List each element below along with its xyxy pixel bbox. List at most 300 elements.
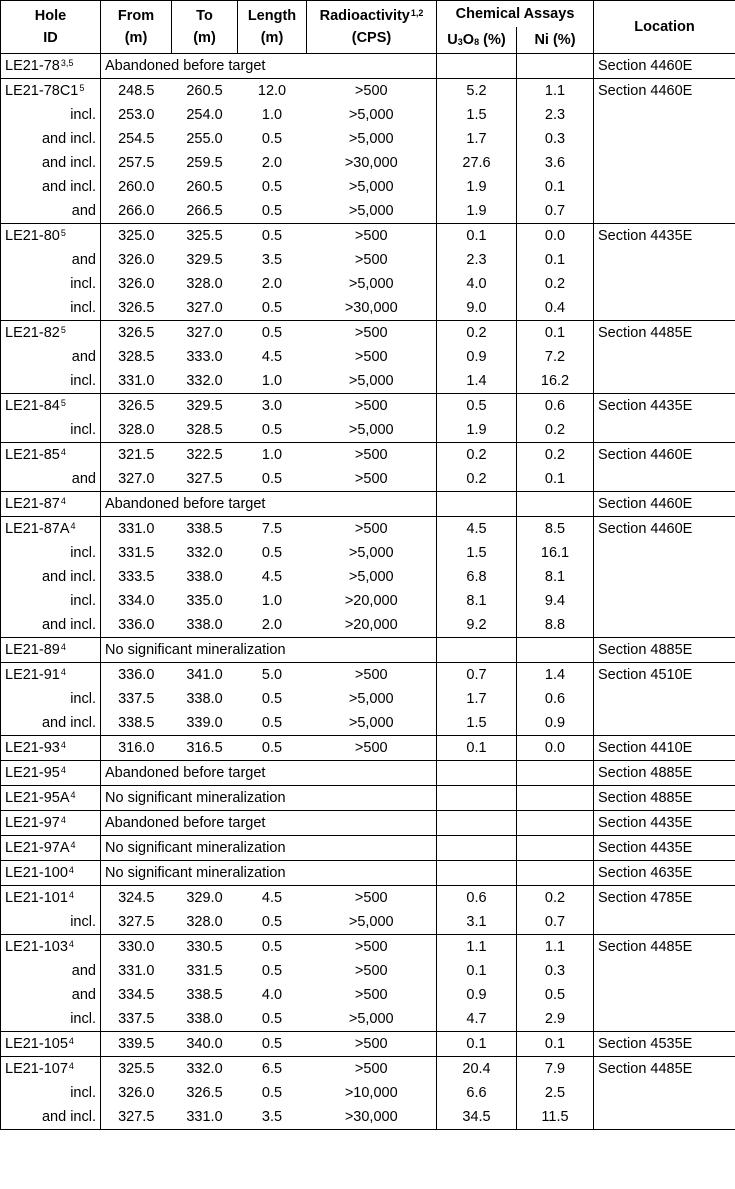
hole-id-cell [1,394,101,419]
radioactivity-cell: >30,000 [344,155,398,171]
hole-footnote: 5 [60,325,66,335]
hole-id-cell [1,811,101,836]
hole-id: LE21-103 [5,939,68,955]
radioactivity-cell: >500 [307,443,437,468]
length-cell: 0.5 [238,199,307,224]
hole-status-note: Abandoned before target [101,492,437,517]
from-cell: 326.0 [118,1085,155,1101]
to-cell: 332.0 [172,369,238,394]
radioactivity-cell: >5,000 [348,179,394,195]
ni-cell: 0.1 [517,248,594,272]
from-cell: 324.5 [101,886,172,911]
ni-cell: 0.6 [517,687,594,711]
hole-row [1,54,735,79]
from-cell: 338.5 [101,711,172,736]
from-cell: 325.5 [101,1057,172,1082]
length-cell: 0.5 [238,935,307,960]
hole-id-cell [1,638,101,663]
header-hole-id-line1: Hole [34,8,67,24]
hole-row [1,861,735,886]
from-cell: 326.5 [101,394,172,419]
hole-id-cell [1,248,101,272]
from-cell: 334.0 [118,593,155,609]
location-cell: Section 4460E [594,79,735,224]
interval-qualifier: and incl. [41,131,96,147]
hole-id-cell [1,517,101,542]
length-cell: 0.5 [238,1032,307,1057]
to-cell: 328.5 [172,418,238,443]
u3o8-cell [437,836,517,861]
to-cell: 255.0 [186,131,223,147]
hole-id-cell [1,418,101,443]
ni-cell [517,811,594,836]
ni-cell: 2.3 [517,103,594,127]
to-cell: 260.5 [172,79,238,104]
hole-footnote: 4 [60,815,66,825]
ni-cell: 0.6 [517,394,594,419]
length-cell: 3.5 [238,1105,307,1130]
hole-id-cell [1,711,101,736]
hole-id-cell [1,321,101,346]
radioactivity-cell: >5,000 [348,276,394,292]
length-cell: 0.5 [261,1085,283,1101]
from-cell: 339.5 [101,1032,172,1057]
interval-qualifier: and incl. [41,1109,96,1125]
ni-cell: 7.9 [517,1057,594,1082]
hole-id-cell [1,836,101,861]
hole-footnote: 4 [68,890,74,900]
location-cell: Section 4435E [594,811,735,836]
hole-footnote: 4 [70,840,76,850]
ni-cell [517,54,594,79]
u3o8-cell: 9.0 [437,296,517,321]
to-cell: 331.0 [172,1105,238,1130]
length-cell: 0.5 [238,418,307,443]
hole-id-cell [1,224,101,249]
ni-cell [517,638,594,663]
ni-cell: 8.5 [517,517,594,542]
length-cell: 6.5 [238,1057,307,1082]
to-cell: 327.0 [172,321,238,346]
u3o8-cell: 20.4 [437,1057,517,1082]
location-cell: Section 4785E [594,886,735,935]
hole-id: LE21-107 [5,1061,68,1077]
to-cell: 326.5 [186,1085,223,1101]
hole-row [1,394,735,419]
from-cell: 331.0 [118,963,155,979]
hole-id: LE21-78C1 [5,83,79,99]
length-cell: 4.5 [261,569,283,585]
radioactivity-cell: >500 [307,321,437,346]
hole-row [1,638,735,663]
u3o8-cell: 0.1 [437,959,517,983]
hole-row [1,492,735,517]
to-cell: 325.5 [172,224,238,249]
interval-qualifier: and incl. [41,715,96,731]
length-cell: 1.0 [261,593,283,609]
hole-id-cell [1,1007,101,1032]
from-cell: 248.5 [101,79,172,104]
to-cell: 316.5 [172,736,238,761]
hole-footnote: 5 [79,83,85,93]
ni-cell: 9.4 [517,589,594,613]
u3o8-cell: 1.5 [437,541,517,565]
ni-cell: 11.5 [517,1105,594,1130]
from-cell: 328.0 [101,418,172,443]
ni-cell: 2.9 [517,1007,594,1032]
u3o8-cell [437,786,517,811]
length-cell: 0.5 [238,224,307,249]
hole-footnote: 4 [60,642,66,652]
radioactivity-cell: >5,000 [307,418,437,443]
u3o8-cell: 1.5 [437,103,517,127]
ni-cell [517,761,594,786]
from-cell: 334.5 [118,987,155,1003]
length-cell: 3.0 [238,394,307,419]
to-cell: 322.5 [172,443,238,468]
radioactivity-cell: >5,000 [348,569,394,585]
u3o8-cell: 9.2 [437,613,517,638]
from-cell: 326.5 [101,321,172,346]
hole-id-cell [1,1081,101,1105]
ni-cell: 8.1 [517,565,594,589]
radioactivity-cell: >5,000 [307,369,437,394]
length-cell: 4.5 [238,886,307,911]
ni-cell: 0.5 [517,983,594,1007]
to-cell: 332.0 [186,545,223,561]
to-cell: 341.0 [172,663,238,688]
radioactivity-cell: >500 [307,935,437,960]
ni-cell: 2.5 [517,1081,594,1105]
length-cell: 3.5 [261,252,283,268]
length-cell: 0.5 [261,545,283,561]
ni-cell: 3.6 [517,151,594,175]
hole-id-cell [1,127,101,151]
hole-row [1,517,735,542]
to-cell: 332.0 [172,1057,238,1082]
hole-status-note: No significant mineralization [101,836,437,861]
length-cell: 0.5 [238,910,307,935]
interval-qualifier: and incl. [41,155,96,171]
to-cell: 331.5 [186,963,223,979]
location-cell: Section 4885E [594,786,735,811]
ni-cell [517,836,594,861]
header-hole-id [1,1,101,54]
radioactivity-cell: >5,000 [348,131,394,147]
length-cell: 1.0 [238,443,307,468]
u3o8-cell [437,638,517,663]
location-cell: Section 4485E [594,1057,735,1130]
u3o8-cell: 27.6 [437,151,517,175]
location-cell: Section 4460E [594,517,735,638]
radioactivity-cell: >500 [307,1032,437,1057]
hole-id-cell [1,983,101,1007]
length-cell: 4.0 [261,987,283,1003]
to-cell: 329.5 [172,394,238,419]
u3o8-cell: 0.2 [437,443,517,468]
to-cell: 333.0 [186,349,223,365]
radioactivity-cell: >500 [307,1057,437,1082]
from-cell: 266.0 [101,199,172,224]
hole-row [1,836,735,861]
ni-cell: 8.8 [517,613,594,638]
u3o8-cell: 1.4 [437,369,517,394]
from-cell: 331.0 [101,517,172,542]
from-cell: 337.5 [118,691,155,707]
u3o8-cell: 8.1 [437,589,517,613]
header-to-line2: (m) [193,30,216,46]
radioactivity-cell: >20,000 [307,613,437,638]
hole-footnote: 4 [68,939,74,949]
hole-footnote: 4 [60,496,66,506]
header-to-line1: To [196,8,213,24]
hole-id: LE21-91 [5,667,60,683]
interval-qualifier: and [71,471,96,487]
u3o8-cell: 1.1 [437,935,517,960]
u3o8-u: U [447,32,458,48]
hole-row [1,443,735,468]
from-cell: 325.0 [101,224,172,249]
hole-id-cell [1,959,101,983]
from-cell: 321.5 [101,443,172,468]
to-cell: 338.0 [172,613,238,638]
from-cell: 337.5 [101,1007,172,1032]
u3o8-cell: 0.2 [437,321,517,346]
interval-qualifier: and incl. [41,179,96,195]
table-header [1,1,735,54]
u3o8-cell [437,761,517,786]
length-cell: 0.5 [238,711,307,736]
interval-qualifier: incl. [70,300,96,316]
u3o8-cell: 3.1 [437,910,517,935]
u3o8-cell: 0.9 [437,983,517,1007]
hole-id-cell [1,886,101,911]
header-radioactivity-unit: (CPS) [351,30,392,46]
hole-status-note: No significant mineralization [101,861,437,886]
hole-row [1,811,735,836]
interval-qualifier: and incl. [41,569,96,585]
hole-id: LE21-82 [5,325,60,341]
length-cell: 2.0 [238,613,307,638]
u3o8-cell: 4.7 [437,1007,517,1032]
hole-row [1,886,735,911]
u3o8-cell: 1.7 [437,127,517,151]
hole-id: LE21-93 [5,740,60,756]
from-cell: 333.5 [118,569,155,585]
hole-footnote: 5 [60,398,66,408]
u3o8-cell: 0.1 [437,736,517,761]
to-cell: 259.5 [186,155,223,171]
ni-cell [517,861,594,886]
hole-id: LE21-78 [5,58,60,74]
u3o8-cell [437,492,517,517]
hole-row [1,321,735,346]
ni-cell: 0.1 [517,467,594,492]
hole-id: LE21-97 [5,815,60,831]
radioactivity-cell: >500 [354,963,388,979]
u3o8-o: O [462,32,475,48]
u3o8-cell: 0.7 [437,663,517,688]
ni-cell: 0.1 [517,175,594,199]
u3o8-cell: 0.1 [437,1032,517,1057]
location-cell: Section 4435E [594,836,735,861]
header-length-line1: Length [247,8,297,24]
u3o8-cell [437,811,517,836]
hole-status-note: Abandoned before target [101,761,437,786]
length-cell: 0.5 [238,296,307,321]
ni-cell [517,786,594,811]
from-cell: 336.0 [101,613,172,638]
ni-cell: 0.0 [517,224,594,249]
radioactivity-cell: >500 [307,394,437,419]
header-radioactivity [307,1,437,54]
to-cell: 260.5 [186,179,223,195]
u3o8-cell: 1.9 [437,175,517,199]
ni-cell: 0.2 [517,272,594,296]
from-cell: 330.0 [101,935,172,960]
u3o8-cell: 0.1 [437,224,517,249]
to-cell: 254.0 [186,107,223,123]
ni-cell: 16.2 [517,369,594,394]
header-radioactivity-footnote: 1,2 [410,8,424,18]
radioactivity-cell: >30,000 [307,1105,437,1130]
hole-footnote: 4 [60,667,66,677]
location-cell: Section 4885E [594,761,735,786]
ni-cell: 0.3 [517,959,594,983]
header-length-line2: (m) [260,30,284,46]
to-cell: 338.0 [186,691,223,707]
interval-qualifier: incl. [70,914,96,930]
length-cell: 2.0 [261,155,283,171]
radioactivity-cell: >500 [307,224,437,249]
location-cell: Section 4435E [594,394,735,443]
hole-row [1,736,735,761]
hole-status-note: Abandoned before target [101,811,437,836]
from-cell: 327.5 [101,910,172,935]
interval-qualifier: incl. [70,593,96,609]
hole-id-cell [1,467,101,492]
ni-label: Ni (%) [534,32,576,48]
hole-row [1,79,735,104]
radioactivity-cell: >20,000 [344,593,398,609]
from-cell: 326.0 [118,252,155,268]
hole-footnote: 4 [68,1061,74,1071]
length-cell: 0.5 [261,131,283,147]
header-chemical-assays-label: Chemical Assays [455,6,575,22]
length-cell: 4.5 [261,349,283,365]
hole-row [1,1057,735,1082]
hole-row [1,224,735,249]
radioactivity-cell: >5,000 [348,107,394,123]
ni-cell: 0.2 [517,418,594,443]
location-cell: Section 4535E [594,1032,735,1057]
u3o8-cell: 1.5 [437,711,517,736]
hole-footnote: 5 [60,228,66,238]
from-cell: 316.0 [101,736,172,761]
ni-cell [517,492,594,517]
hole-id-cell [1,910,101,935]
hole-id-cell [1,589,101,613]
hole-id-cell [1,761,101,786]
interval-qualifier: incl. [70,107,96,123]
length-cell: 7.5 [238,517,307,542]
ni-cell: 0.7 [517,910,594,935]
u3o8-cell: 2.3 [437,248,517,272]
hole-id: LE21-80 [5,228,60,244]
hole-id-cell [1,79,101,104]
length-cell: 0.5 [261,691,283,707]
u3o8-cell: 0.9 [437,345,517,369]
radioactivity-cell: >500 [354,349,388,365]
length-cell: 0.5 [261,179,283,195]
ni-cell: 1.1 [517,935,594,960]
from-cell: 331.5 [118,545,155,561]
hole-id-cell [1,1105,101,1130]
location-cell: Section 4460E [594,54,735,79]
to-cell: 329.5 [186,252,223,268]
table-body [1,54,735,1130]
u3o8-cell: 4.5 [437,517,517,542]
hole-footnote: 4 [60,447,66,457]
radioactivity-cell: >5,000 [307,711,437,736]
radioactivity-cell: >30,000 [307,296,437,321]
hole-id: LE21-85 [5,447,60,463]
from-cell: 260.0 [118,179,155,195]
hole-id-cell [1,175,101,199]
interval-qualifier: incl. [70,1011,96,1027]
header-location [594,1,735,54]
hole-row [1,935,735,960]
to-cell: 330.5 [172,935,238,960]
header-length [238,1,307,54]
location-cell: Section 4460E [594,492,735,517]
radioactivity-cell: >5,000 [348,545,394,561]
u3o8-sub-8: 8 [474,37,480,47]
hole-id-cell [1,613,101,638]
hole-footnote: 4 [60,765,66,775]
from-cell: 326.0 [118,276,155,292]
interval-qualifier: and incl. [41,617,96,633]
from-cell: 327.0 [101,467,172,492]
u3o8-cell: 1.9 [437,199,517,224]
hole-id-cell [1,151,101,175]
hole-id: LE21-95 [5,765,60,781]
hole-status-note: No significant mineralization [101,786,437,811]
to-cell: 338.5 [172,517,238,542]
hole-id-cell [1,296,101,321]
length-cell: 0.5 [238,321,307,346]
hole-id-cell [1,786,101,811]
from-cell: 336.0 [101,663,172,688]
interval-qualifier: and [71,963,96,979]
u3o8-cell: 0.6 [437,886,517,911]
u3o8-cell: 1.7 [437,687,517,711]
hole-footnote: 4 [70,790,76,800]
u3o8-cell: 6.6 [437,1081,517,1105]
hole-row [1,1032,735,1057]
radioactivity-cell: >500 [307,736,437,761]
interval-qualifier: incl. [70,276,96,292]
u3o8-cell: 5.2 [437,79,517,104]
location-cell: Section 4435E [594,224,735,321]
radioactivity-cell: >5,000 [307,199,437,224]
header-hole-id-line2: ID [43,30,58,46]
u3o8-cell: 6.8 [437,565,517,589]
ni-cell: 0.4 [517,296,594,321]
hole-id-cell [1,861,101,886]
from-cell: 328.5 [118,349,155,365]
length-cell: 1.0 [261,107,283,123]
